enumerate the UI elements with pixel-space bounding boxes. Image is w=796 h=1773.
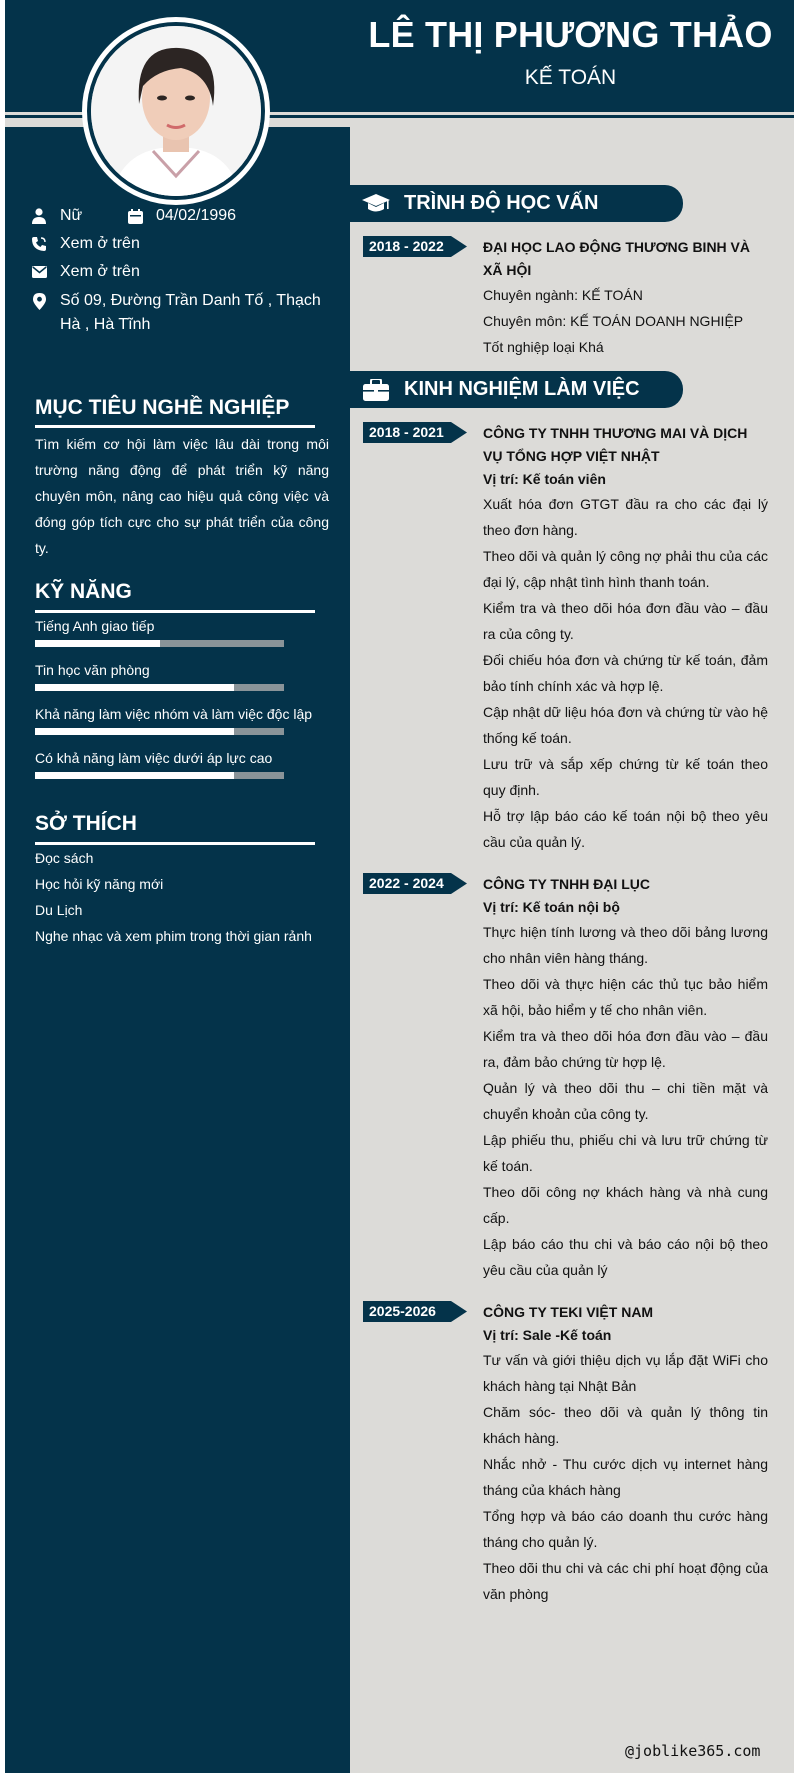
job-date: 2022 - 2024: [369, 875, 444, 891]
gender-value: Nữ: [60, 207, 83, 224]
job-task: Theo dõi công nợ khách hàng và nhà cung cấp.: [483, 1184, 768, 1226]
sidebar: [5, 127, 350, 1773]
gender-row: [30, 204, 82, 228]
skill-bar: [35, 684, 284, 691]
objective-text: Tìm kiếm cơ hội làm việc lâu dài trong môi trường năng động để phát triển kỹ năng chuyên môn, nâng cao hiệu quả công việc và đóng góp tích cực cho sự phát triển của công ty.: [35, 436, 329, 556]
skill-bar: [35, 640, 284, 647]
email-row: [30, 260, 140, 284]
skills-rule: [35, 610, 315, 613]
hobbies-title: SỞ THÍCH: [35, 812, 137, 835]
objective-title: MỤC TIÊU NGHỀ NGHIỆP: [35, 396, 290, 419]
job-task: Quản lý và theo dõi thu – chi tiền mặt và chuyển khoản của công ty.: [483, 1080, 768, 1122]
education-title: TRÌNH ĐỘ HỌC VẤN: [404, 192, 599, 214]
hobby-item: Nghe nhạc và xem phim trong thời gian rảnh: [35, 928, 312, 944]
skill-fill: [35, 728, 234, 735]
phone-value: Xem ở trên: [60, 235, 140, 252]
education-line: Chuyên ngành: KẾ TOÁN: [483, 287, 643, 303]
job-task: Kiểm tra và theo dõi hóa đơn đầu vào – đầu ra, đảm bảo chứng từ hợp lệ.: [483, 1028, 768, 1070]
school-name: ĐẠI HỌC LAO ĐỘNG THƯƠNG BINH VÀ XÃ HỘI: [483, 239, 750, 278]
job-task: Chăm sóc- theo dõi và quản lý thông tin khách hàng.: [483, 1404, 768, 1446]
education-entry: [483, 236, 768, 360]
job-task: Theo dõi và quản lý công nợ phải thu của các đại lý, cập nhật tình hình thanh toán.: [483, 548, 768, 590]
skill-label: Khả năng làm việc nhóm và làm việc độc lập: [35, 706, 313, 722]
job-task: Xuất hóa đơn GTGT đầu ra cho các đại lý theo đơn hàng.: [483, 496, 768, 538]
job-task: Nhắc nhở - Thu cước dịch vụ internet hàng tháng của khách hàng: [483, 1456, 768, 1498]
skill-bar: [35, 772, 284, 779]
phone-icon: [30, 232, 48, 256]
birthdate-row: [126, 204, 236, 228]
resume-page: [5, 0, 794, 1773]
job-position: Vị trí: Kế toán nội bộ: [483, 899, 620, 915]
job-task: Thực hiện tính lương và theo dõi bảng lương cho nhân viên hàng tháng.: [483, 924, 768, 966]
job-date: 2025-2026: [369, 1303, 436, 1319]
calendar-icon: [126, 204, 144, 228]
skill-fill: [35, 772, 234, 779]
education-line: Chuyên môn: KẾ TOÁN DOANH NGHIỆP: [483, 313, 744, 329]
job-task: Hỗ trợ lập báo cáo kế toán nội bộ theo yêu cầu của quản lý.: [483, 808, 768, 850]
user-icon: [30, 204, 48, 228]
candidate-role: KẾ TOÁN: [524, 66, 617, 89]
avatar: [91, 26, 261, 196]
job-entry: [483, 422, 768, 855]
hobby-item: Học hỏi kỹ năng mới: [35, 876, 164, 892]
objective-rule: [35, 425, 315, 428]
experience-header: [350, 371, 683, 408]
education-date: 2018 - 2022: [369, 238, 444, 254]
job-task: Đối chiếu hóa đơn và chứng từ kế toán, đảm bảo tính chính xác và hợp lệ.: [483, 652, 768, 694]
address-value: Số 09, Đường Trần Danh Tố , Thạch Hà , Hà Tĩnh: [60, 292, 321, 333]
envelope-icon: [30, 260, 48, 284]
education-header: [350, 185, 683, 222]
skill-bar: [35, 728, 284, 735]
skills-title: KỸ NĂNG: [35, 580, 132, 603]
job-task: Lập báo cáo thu chi và báo cáo nội bộ theo yêu cầu của quản lý: [483, 1236, 768, 1278]
education-line: Tốt nghiệp loại Khá: [483, 339, 604, 355]
skill-fill: [35, 640, 160, 647]
address-row: [30, 289, 330, 337]
graduation-cap-icon: [361, 189, 391, 219]
job-entry: [483, 1301, 768, 1607]
job-date: 2018 - 2021: [369, 424, 444, 440]
job-task: Lập phiếu thu, phiếu chi và lưu trữ chứng từ kế toán.: [483, 1132, 768, 1174]
experience-title: KINH NGHIỆM LÀM VIỆC: [404, 378, 640, 400]
skill-label: Có khả năng làm việc dưới áp lực cao: [35, 750, 273, 766]
hobby-item: Du Lịch: [35, 902, 83, 918]
company-name: CÔNG TY TNHH ĐẠI LỤC: [483, 876, 650, 892]
phone-row: [30, 232, 140, 256]
job-position: Vị trí: Sale -Kế toán: [483, 1327, 612, 1343]
job-task: Theo dõi và thực hiện các thủ tục bảo hiểm xã hội, bảo hiểm y tế cho nhân viên.: [483, 976, 768, 1018]
job-task: Tư vấn và giới thiệu dịch vụ lắp đặt WiFi cho khách hàng tại Nhật Bản: [483, 1352, 768, 1394]
company-name: CÔNG TY TEKI VIỆT NAM: [483, 1304, 654, 1320]
briefcase-icon: [361, 375, 391, 405]
hobby-item: Đọc sách: [35, 850, 94, 866]
job-task: Tổng hợp và báo cáo doanh thu cước hàng tháng cho quản lý.: [483, 1508, 768, 1550]
hobbies-rule: [35, 842, 315, 845]
job-task: Cập nhật dữ liệu hóa đơn và chứng từ vào hệ thống kế toán.: [483, 704, 768, 746]
email-value: Xem ở trên: [60, 263, 140, 280]
footer-watermark: @joblike365.com: [625, 1742, 761, 1760]
company-name: CÔNG TY TNHH THƯƠNG MAI VÀ DỊCH VỤ TỔNG HỢP VIỆT NHẬT: [483, 425, 748, 464]
job-position: Vị trí: Kế toán viên: [483, 471, 606, 487]
job-entry: [483, 873, 768, 1283]
job-task: Theo dõi thu chi và các chi phí hoạt động của văn phòng: [483, 1560, 768, 1602]
skill-fill: [35, 684, 234, 691]
birthdate-value: 04/02/1996: [156, 207, 237, 224]
candidate-name: LÊ THỊ PHƯƠNG THẢO: [368, 14, 773, 55]
skill-label: Tin học văn phòng: [35, 662, 150, 678]
skill-label: Tiếng Anh giao tiếp: [35, 618, 155, 634]
job-task: Kiểm tra và theo dõi hóa đơn đầu vào – đầu ra của công ty.: [483, 600, 768, 642]
job-task: Lưu trữ và sắp xếp chứng từ kế toán theo quy định.: [483, 756, 768, 798]
location-pin-icon: [30, 289, 48, 313]
